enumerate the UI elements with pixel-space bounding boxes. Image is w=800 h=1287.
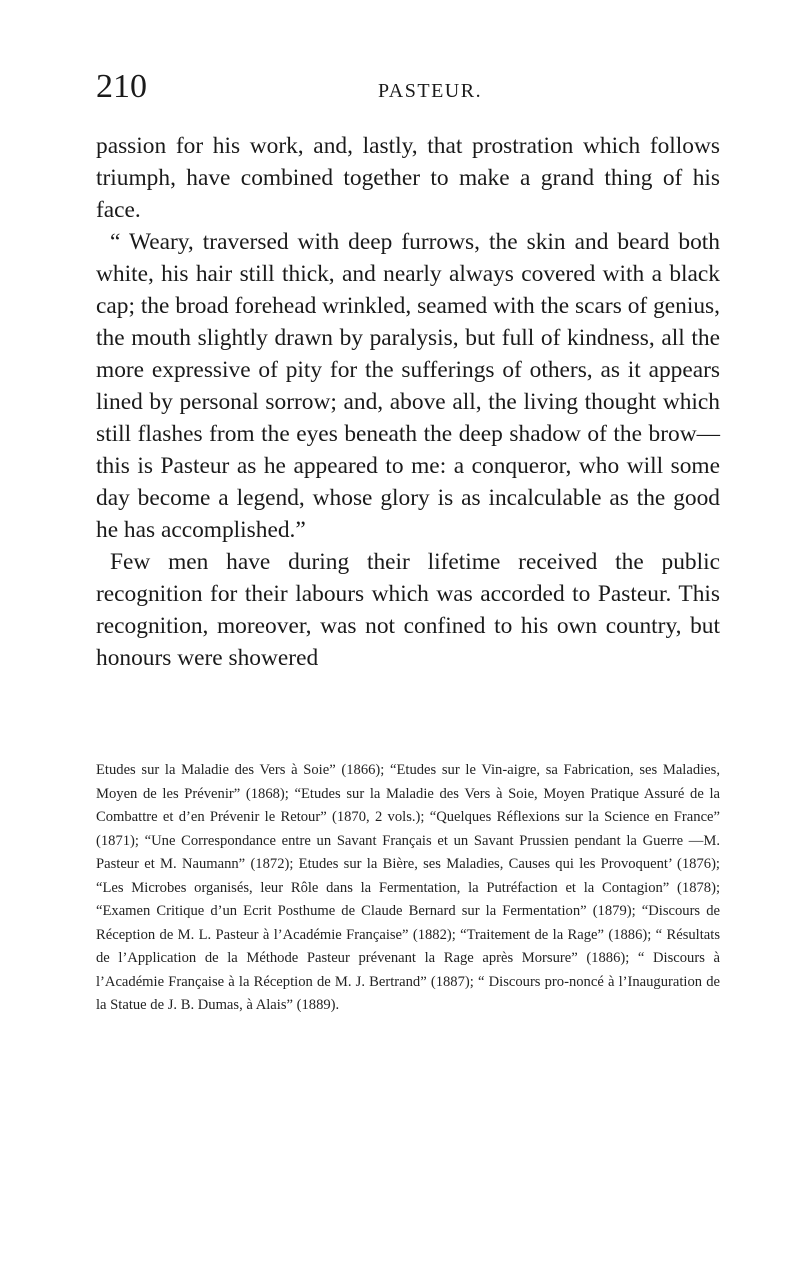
running-head: PASTEUR.	[378, 80, 483, 102]
body-text	[96, 130, 720, 674]
paragraph: “ Weary, traversed with deep furrows, the skin and beard both white, his hair still thick, and nearly always covered with a black cap; the broad forehead wrinkled, seamed with the scars of genius, the mouth slightly drawn by paralysis, but full of kindness, all the more expressive of pity for the sufferings of others, as it appears lined by personal sorrow; and, above all, the living thought which still flashes from the eyes beneath the deep shadow of the brow—this is Pasteur as he appeared to me: a conqueror, who will some day become a legend, whose glory is as incalculable as the good he has accomplished.”	[96, 229, 720, 543]
page-number: 210	[96, 68, 147, 105]
page-header	[96, 62, 736, 112]
paragraph: Few men have during their lifetime received the public recognition for their labours which was accorded to Pasteur. This recognition, moreover, was not confined to his own country, but honours were showered	[96, 549, 720, 671]
paragraph: passion for his work, and, lastly, that prostration which follows triumph, have combined together to make a grand thing of his face.	[96, 133, 720, 223]
footnote	[96, 759, 720, 1018]
footnote-text: Etudes sur la Maladie des Vers à Soie” (1866); “Etudes sur le Vin-aigre, sa Fabrication, ses Maladies, Moyen de les Prévenir” (1868); “Etudes sur la Maladie des Vers à Soie, Moyen Pratique Assuré de la Combattre et d’en Prévenir le Retour” (1870, 2 vols.); “Quelques Réflexions sur la Science en France” (1871); “Une Correspondance entre un Savant Français et un Savant Prussien pendant la Guerre —M. Pasteur et M. Naumann” (1872); Etudes sur la Bière, ses Maladies, Causes qui les Provoquent’ (1876); “Les Microbes organisés, leur Rôle dans la Fermentation, la Putréfaction et la Contagion” (1878); “Examen Critique d’un Ecrit Posthume de Claude Bernard sur la Fermentation” (1879); “Discours de Réception de M. L. Pasteur à l’Académie Française” (1882); “Traitement de la Rage” (1886); “ Résultats de l’Application de la Méthode Pasteur prévenant la Rage après Morsure” (1886); “ Discours à l’Académie Française à la Réception de M. J. Bertrand” (1887); “ Discours pro-noncé à l’Inauguration de la Statue de J. B. Dumas, à Alais” (1889).	[96, 762, 720, 1013]
